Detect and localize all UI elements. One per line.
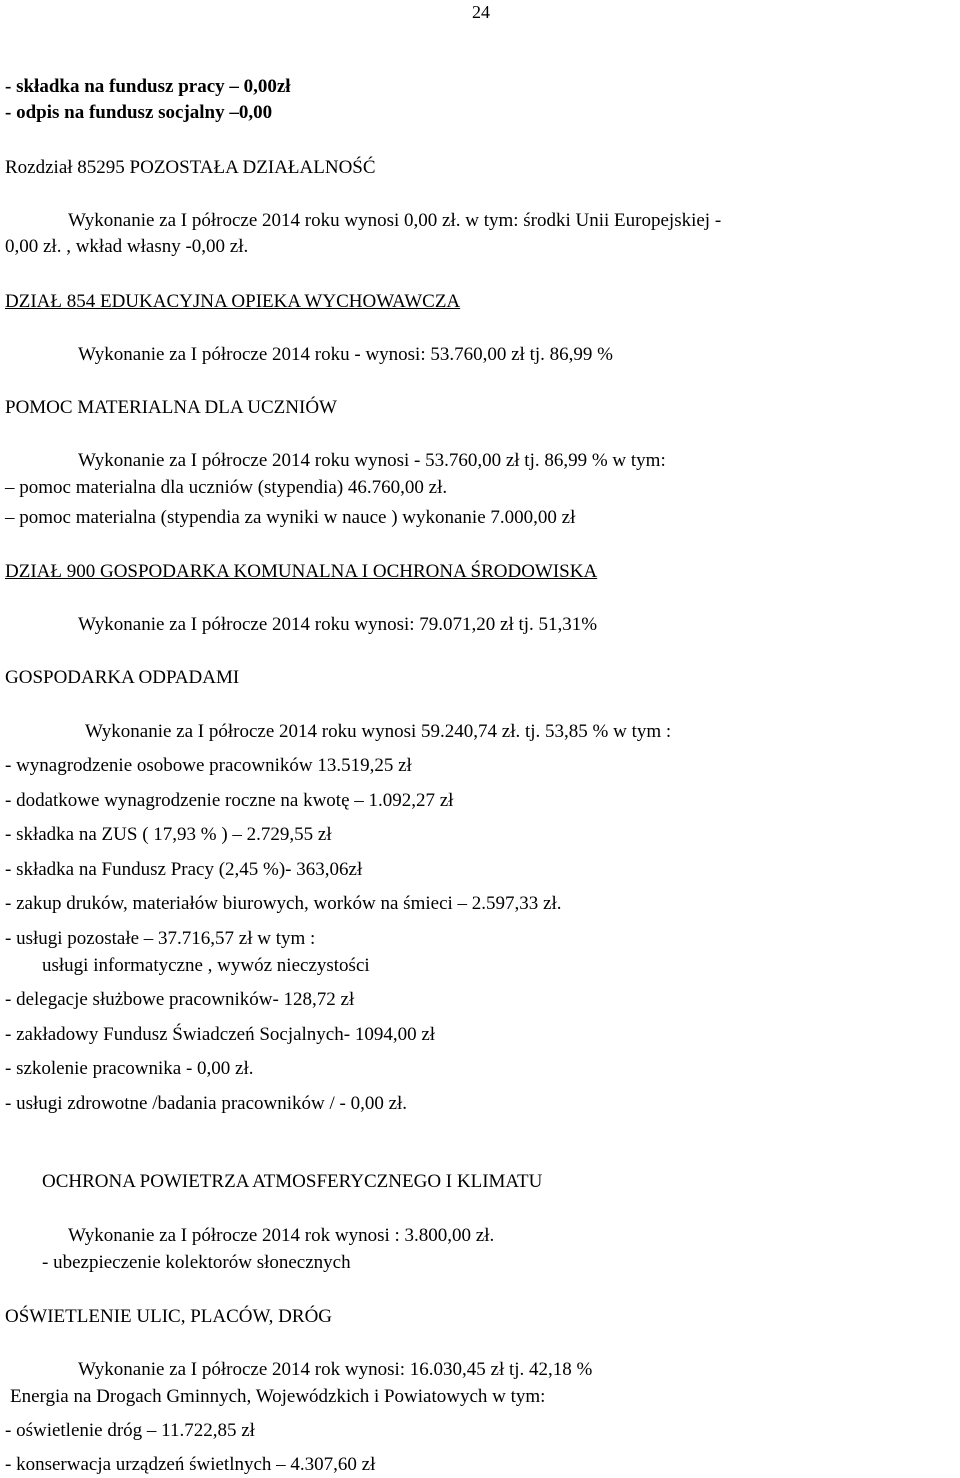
doc-line: Wykonanie za I półrocze 2014 roku wynosi - 53.760,00 zł tj. 86,99 % w tym: [78, 450, 666, 471]
doc-line: - delegacje służbowe pracowników- 128,72 zł [5, 989, 355, 1010]
doc-line: - szkolenie pracownika - 0,00 zł. [5, 1058, 254, 1079]
doc-line: Wykonanie za I półrocze 2014 roku - wynosi: 53.760,00 zł tj. 86,99 % [78, 344, 613, 365]
doc-line: Wykonanie za I półrocze 2014 roku wynosi 0,00 zł. w tym: środki Unii Europejskiej - [68, 210, 722, 231]
doc-line: Wykonanie za I półrocze 2014 roku wynosi: 79.071,20 zł tj. 51,31% [78, 614, 598, 635]
doc-line: - usługi pozostałe – 37.716,57 zł w tym : [5, 928, 316, 949]
doc-line: - dodatkowe wynagrodzenie roczne na kwotę – 1.092,27 zł [5, 790, 454, 811]
section-heading: OCHRONA POWIETRZA ATMOSFERYCZNEGO I KLIMATU [42, 1171, 543, 1192]
section-heading: OŚWIETLENIE ULIC, PLACÓW, DRÓG [5, 1306, 333, 1327]
doc-line: Energia na Drogach Gminnych, Wojewódzkich i Powiatowych w tym: [10, 1386, 546, 1407]
section-heading: POMOC MATERIALNA DLA UCZNIÓW [5, 397, 337, 418]
doc-line: Wykonanie za I półrocze 2014 rok wynosi : 3.800,00 zł. [68, 1225, 495, 1246]
doc-line: - zakup druków, materiałów biurowych, worków na śmieci – 2.597,33 zł. [5, 893, 562, 914]
section-heading: GOSPODARKA ODPADAMI [5, 667, 240, 688]
section-heading: DZIAŁ 900 GOSPODARKA KOMUNALNA I OCHRONA ŚRODOWISKA [5, 561, 598, 582]
doc-line: - oświetlenie dróg – 11.722,85 zł [5, 1420, 255, 1441]
doc-line: - wynagrodzenie osobowe pracowników 13.519,25 zł [5, 755, 412, 776]
page-number: 24 [472, 2, 490, 22]
doc-line: - zakładowy Fundusz Świadczeń Socjalnych- 1094,00 zł [5, 1024, 436, 1045]
section-heading: Rozdział 85295 POZOSTAŁA DZIAŁALNOŚĆ [5, 157, 376, 178]
doc-line: - składka na fundusz pracy – 0,00zł [5, 76, 291, 97]
doc-line: Wykonanie za I półrocze 2014 roku wynosi 59.240,74 zł. tj. 53,85 % w tym : [85, 721, 672, 742]
doc-line: 0,00 zł. , wkład własny -0,00 zł. [5, 236, 249, 257]
doc-line: – pomoc materialna (stypendia za wyniki w nauce ) wykonanie 7.000,00 zł [5, 507, 576, 528]
doc-line: usługi informatyczne , wywóz nieczystości [42, 955, 370, 976]
doc-line: - składka na Fundusz Pracy (2,45 %)- 363,06zł [5, 859, 363, 880]
doc-line: - usługi zdrowotne /badania pracowników / - 0,00 zł. [5, 1093, 408, 1114]
section-heading: DZIAŁ 854 EDUKACYJNA OPIEKA WYCHOWAWCZA [5, 291, 461, 312]
doc-line: - odpis na fundusz socjalny –0,00 [5, 102, 273, 123]
doc-line: Wykonanie za I półrocze 2014 rok wynosi: 16.030,45 zł tj. 42,18 % [78, 1359, 593, 1380]
doc-line: - ubezpieczenie kolektorów słonecznych [42, 1252, 351, 1273]
doc-line: – pomoc materialna dla uczniów (stypendia) 46.760,00 zł. [5, 477, 448, 498]
doc-line: - konserwacja urządzeń świetlnych – 4.307,60 zł [5, 1454, 376, 1475]
doc-line: - składka na ZUS ( 17,93 % ) – 2.729,55 zł [5, 824, 332, 845]
